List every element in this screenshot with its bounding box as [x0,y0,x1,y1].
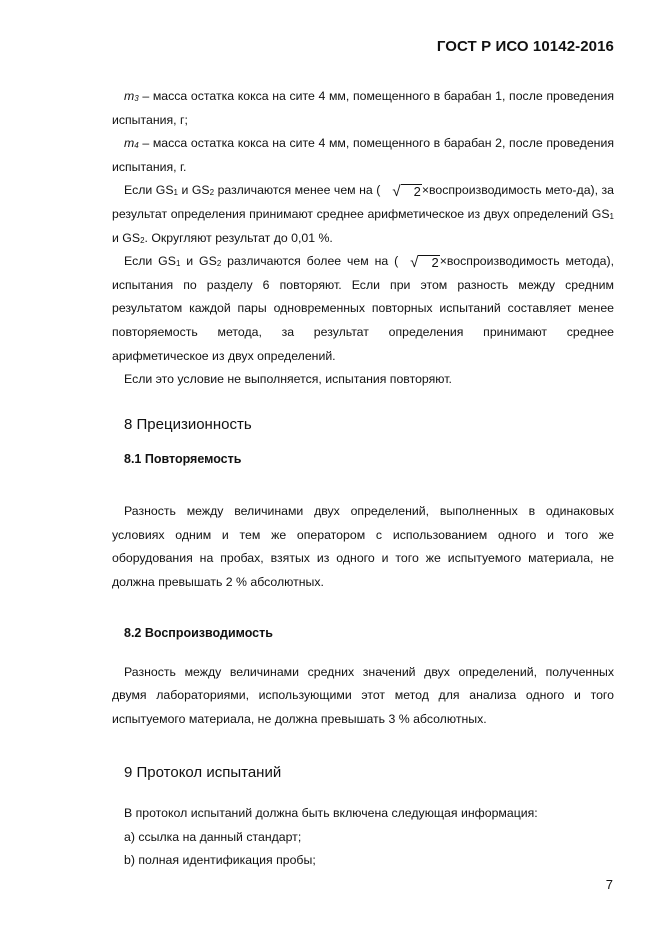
section-8-heading: 8 Прецизионность [124,415,252,433]
paragraph-repeat: Если это условие не выполняется, испытания повторяют. [124,372,452,387]
paragraph-more-than [112,250,614,368]
variable-m3 [124,89,139,103]
protocol-intro: В протокол испытаний должна быть включена следующая информация: [124,806,538,821]
text: ×воспроизводимость метода), испытания по разделу 6 повторяют. Если при этом разность между средним результатом каждой пары одновременных повторных испытаний составляет менее повторяемость метода, за результат определения принимают среднее арифметическое из двух определений. [112,254,614,363]
variable-letter: m [124,89,135,103]
document-body [112,85,614,873]
radical-sign: √ [410,254,419,272]
definition-m4 [112,132,614,179]
radicand: 2 [401,184,422,199]
text: различаются менее чем на ( [214,183,381,198]
subsection-8-2-heading: 8.2 Воспроизводимость [124,626,273,641]
variable-letter: m [124,136,135,151]
text: и GS [112,230,141,245]
sqrt-symbol [380,184,421,199]
subscript: 1 [175,259,181,269]
protocol-item-b: b) полная идентификация пробы; [124,853,316,868]
protocol-item-a: a) ссылка на данный стандарт; [124,829,302,844]
sqrt-symbol [398,255,439,270]
variable-subscript: 4 [134,141,139,151]
definition-text: – масса остатка кокса на сите 4 мм, помещенного в барабан 1, после проведения испытания, г; [112,89,614,127]
reproducibility-text: Разность между величинами средних значений двух определений, полученных двумя лабораториями, использующими этот метод для анализа одного и того испытуемого материала, не должна превышать 3 % абсолютных. [112,664,614,727]
text: Если GS [124,254,176,269]
text: Если GS [124,183,174,198]
subscript: 2 [216,259,222,269]
text: ×воспроизводимость мето-да), за результат определения принимают среднее арифметическое из двух определений GS [112,183,615,221]
section-9-heading: 9 Протокол испытаний [124,763,282,781]
text: и GS [177,183,210,198]
subscript: 2 [209,188,215,198]
variable-m4 [124,136,139,150]
text: . Округляют результат до 0,01 %. [144,230,333,245]
subscript: 1 [173,188,178,198]
paragraph-less-than [112,179,614,250]
variable-subscript: 3 [134,94,139,103]
subsection-8-1-heading: 8.1 Повторяемость [124,452,242,467]
subscript: 2 [140,235,145,245]
subscript: 1 [609,211,614,221]
text: и GS [180,254,217,269]
definition-m3 [112,85,614,132]
definition-text: – масса остатка кокса на сите 4 мм, помещенного в барабан 2, после проведения испытания, г. [112,136,614,174]
page-number: 7 [605,877,613,892]
page-header-standard-code: ГОСТ Р ИСО 10142-2016 [436,38,614,55]
radicand: 2 [418,255,439,270]
radical-sign: √ [392,183,401,201]
text: различаются более чем на ( [221,254,399,269]
repeatability-text: Разность между величинами двух определений, выполненных в одинаковых условиях одним и тем же оператором с использованием одного и того же оборудования на пробах, взятых из одного и того же испытуемого материала, не должна превышать 2 % абсолютных. [112,503,614,589]
